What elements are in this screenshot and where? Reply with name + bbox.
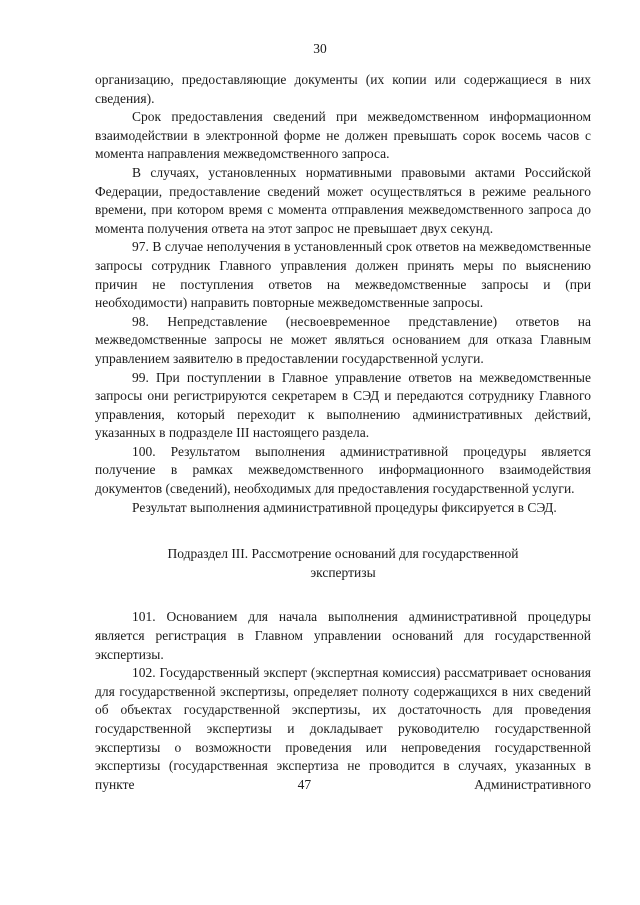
- paragraph-97: 97. В случае неполучения в установленный срок ответов на межведомственные запросы сотрудник Главного управления должен принять меры по выяснению причин не поступления ответов на межведомственные запросы и (при необходимости) направить повторные межведомственные запросы.: [95, 239, 591, 311]
- paragraph-101: 101. Основанием для начала выполнения административной процедуры является регистрация в Главном управлении оснований для государственной экспертизы.: [95, 609, 591, 662]
- page-number: 30: [313, 41, 327, 56]
- paragraph-realtime: В случаях, установленных нормативными правовыми актами Российской Федерации, предоставление сведений может осуществляться в режиме реального времени, при котором время с момента отправления межведомственного запроса до момента получения ответа на этот запрос не превышает двух секунд.: [95, 164, 591, 236]
- subsection-heading: [95, 545, 591, 582]
- paragraph-102: 102. Государственный эксперт (экспертная комиссия) рассматривает основания для государственной экспертизы, определяет полноту содержащихся в них сведений об объектах государственной экспертизы, их достаточность для проведения государственной экспертизы и докладывает руководителю государственной экспертизы о возможности проведения или непроведения государственной экспертизы (государственная экспертиза не проводится в случаях, указанных в пункте 47 Административного: [95, 665, 591, 792]
- document-body: [95, 71, 591, 794]
- paragraph-continuation: организацию, предоставляющие документы (их копии или содержащиеся в них сведения).: [95, 72, 591, 106]
- paragraph-99: 99. При поступлении в Главное управление ответов на межведомственные запросы они регистрируются секретарем в СЭД и передаются сотруднику Главного управления, который переходит к выполнению административных действий, указанных в подразделе III настоящего раздела.: [95, 369, 591, 441]
- paragraph-100: 100. Результатом выполнения административной процедуры является получение в рамках межведомственного информационного взаимодействия документов (сведений), необходимых для предоставления государственной услуги.: [95, 443, 591, 497]
- paragraph-deadline: Срок предоставления сведений при межведомственном информационном взаимодействии в электронной форме не должен превышать сорок восемь часов с момента направления межведомственного запроса.: [95, 109, 591, 162]
- subsection-heading-line1: Подраздел III. Рассмотрение оснований для государственной: [167, 546, 519, 562]
- paragraph-98: 98. Непредставление (несвоевременное представление) ответов на межведомственные запросы не может являться основанием для отказа Главным управлением заявителю в предоставлении государственной услуги.: [95, 313, 591, 366]
- subsection-heading-line2: экспертизы: [310, 564, 376, 580]
- paragraph-result: Результат выполнения административной процедуры фиксируется в СЭД.: [132, 499, 557, 515]
